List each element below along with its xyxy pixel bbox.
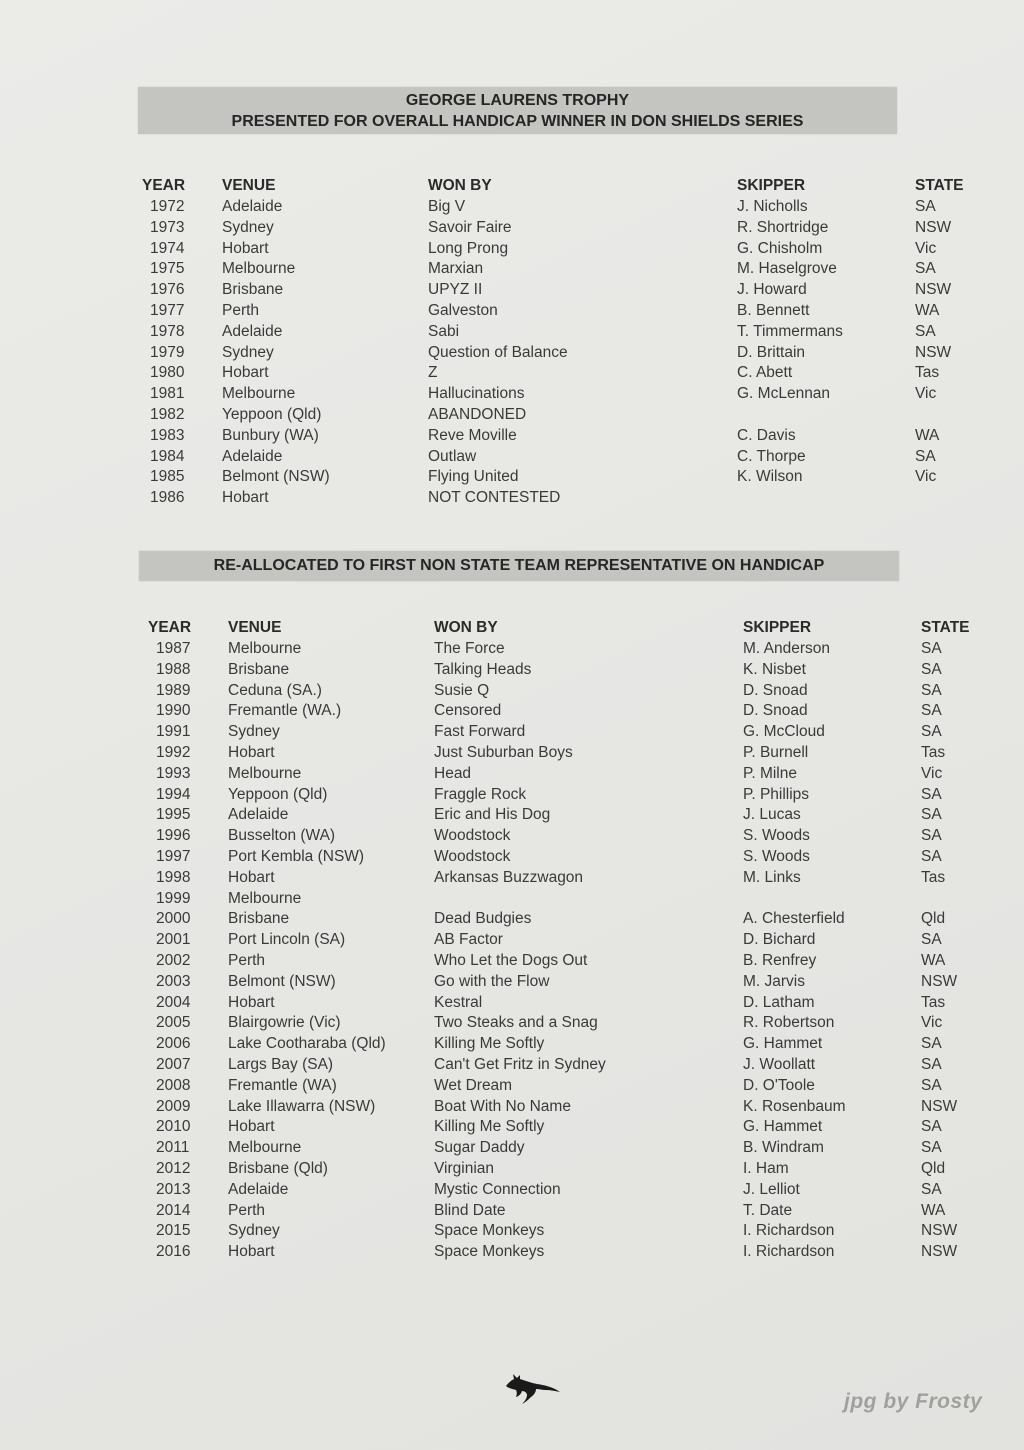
cell-venue: Melbourne [228,640,302,657]
cell-venue: Adelaide [222,447,283,465]
cell-won-by: Virginian [434,1159,495,1177]
cell-won-by: Dead Budgies [434,910,532,928]
table-row [142,447,987,468]
section1-title-banner [138,87,897,134]
cell-year: 2005 [156,1014,191,1032]
section2-title-banner [139,551,899,581]
cell-state: Tas [921,743,946,761]
table-row [148,1138,993,1159]
table-row [148,1076,993,1097]
cell-year: 1973 [150,218,185,236]
cell-skipper: J. Howard [737,281,807,299]
table-row [142,405,987,426]
cell-won-by: Big V [428,198,466,215]
cell-skipper: P. Burnell [743,743,809,761]
cell-venue: Hobart [228,743,275,761]
cell-state: NSW [915,218,952,236]
cell-skipper: C. Thorpe [737,447,806,465]
cell-year: 1988 [156,660,191,678]
cell-skipper: G. Hammet [743,1035,823,1053]
table-row [148,868,993,889]
table-row [148,1117,993,1138]
cell-won-by: Kestral [434,993,483,1011]
cell-year: 2007 [156,1055,191,1073]
cell-venue: Yeppoon (Qld) [222,405,322,423]
cell-venue: Lake Illawarra (NSW) [228,1097,376,1115]
table-row [148,743,993,764]
cell-won-by: Susie Q [434,681,490,699]
cell-state: WA [915,426,940,444]
table-row [148,1221,993,1242]
cell-year: 1977 [150,301,185,319]
cell-state [921,889,993,910]
cell-state: SA [921,1180,942,1198]
cell-state: Vic [921,764,943,782]
cell-won-by: Woodstock [434,847,511,865]
cell-venue: Perth [228,951,266,969]
cell-year: 2012 [156,1159,191,1177]
cell-skipper: T. Date [743,1201,793,1219]
cell-won-by: Outlaw [428,447,477,465]
cell-state: SA [921,1118,942,1136]
table-row [142,384,987,405]
cell-won-by: Killing Me Softly [434,1118,545,1136]
header-skipper: SKIPPER [743,619,812,636]
table-row [148,660,993,681]
cell-state: SA [915,322,936,340]
cell-state: SA [921,640,942,657]
cell-won-by: Head [434,764,472,782]
table-row [148,639,993,660]
cell-skipper: S. Woods [743,827,810,845]
cell-state: SA [921,1076,942,1094]
cell-won-by: Blind Date [434,1201,506,1219]
cell-state: SA [921,806,942,824]
table-row [148,909,993,930]
cell-venue: Brisbane [228,660,290,678]
cell-won-by: AB Factor [434,931,503,949]
cell-skipper: I. Richardson [743,1243,835,1261]
cell-skipper: J. Lucas [743,806,801,824]
cell-venue: Yeppoon (Qld) [228,785,328,803]
cell-state: SA [921,847,942,865]
kangaroo-icon [503,1372,563,1413]
cell-won-by: Fraggle Rock [434,785,527,803]
header-won-by: WON BY [434,619,498,636]
cell-venue: Melbourne [228,764,302,782]
cell-venue: Bunbury (WA) [222,426,319,444]
cell-venue: Largs Bay (SA) [228,1055,334,1073]
cell-venue: Sydney [222,218,274,236]
cell-venue: Brisbane (Qld) [228,1159,328,1177]
cell-year: 1978 [150,322,185,340]
cell-year: 1991 [156,723,191,741]
cell-skipper: D. Brittain [737,343,806,361]
cell-skipper: J. Lelliot [743,1180,800,1198]
cell-year: 1980 [150,364,185,382]
cell-year: 1995 [156,806,191,824]
cell-won-by: Two Steaks and a Snag [434,1014,598,1032]
cell-venue: Hobart [228,1243,275,1261]
cell-won-by: Eric and His Dog [434,806,551,824]
cell-venue: Melbourne [228,1139,302,1157]
table-row [148,930,993,951]
cell-year: 1975 [150,260,185,278]
cell-year: 1987 [156,640,191,657]
table-row [148,1034,993,1055]
cell-venue: Sydney [222,343,274,361]
cell-venue: Perth [222,301,260,319]
cell-year: 2002 [156,951,191,969]
table-body [142,197,987,509]
cell-skipper: G. Hammet [743,1118,823,1136]
cell-won-by: Z [428,364,438,382]
cell-venue: Hobart [222,239,269,257]
cell-won-by: Censored [434,702,502,720]
cell-state: Vic [915,239,937,257]
cell-year: 2008 [156,1076,191,1094]
table-row [148,764,993,785]
cell-skipper: B. Renfrey [743,951,817,969]
cell-venue: Fremantle (WA.) [228,702,342,720]
cell-won-by: UPYZ II [428,281,483,299]
cell-state: SA [921,1035,942,1053]
cell-state: SA [921,931,942,949]
cell-skipper: R. Robertson [743,1014,835,1032]
header-year: YEAR [142,177,186,194]
cell-year: 2016 [156,1243,191,1261]
cell-venue: Brisbane [228,910,290,928]
cell-venue: Hobart [228,993,275,1011]
cell-skipper: J. Woollatt [743,1055,816,1073]
cell-year: 1984 [150,447,185,465]
cell-won-by: The Force [434,640,505,657]
trophy-title: GEORGE LAURENS TROPHY [405,92,630,109]
cell-venue: Sydney [228,1222,280,1240]
header-state: STATE [915,177,964,194]
cell-won-by: Sabi [428,322,460,340]
cell-won-by: Just Suburban Boys [434,743,573,761]
table-row [142,467,987,488]
table-row [148,1013,993,1034]
cell-skipper: S. Woods [743,847,810,865]
table-row [142,343,987,364]
watermark-text: jpg by Frosty [844,1390,983,1413]
cell-venue: Perth [228,1201,266,1219]
cell-venue: Hobart [222,489,269,507]
cell-skipper [737,405,915,426]
cell-year: 1999 [156,889,191,907]
cell-venue: Adelaide [228,806,289,824]
table-row [148,847,993,868]
cell-year: 1974 [150,239,185,257]
cell-year: 1985 [150,468,185,486]
cell-venue: Belmont (NSW) [222,468,330,486]
cell-year: 1983 [150,426,185,444]
reallocation-title: RE-ALLOCATED TO FIRST NON STATE TEAM REPRESENTATIVE ON HANDICAP [213,557,825,574]
table-row [142,280,987,301]
cell-year: 2001 [156,931,191,949]
table-row [142,197,987,218]
cell-won-by: Talking Heads [434,660,532,678]
cell-won-by: Long Prong [428,239,509,257]
cell-skipper: P. Milne [743,764,797,782]
cell-venue: Sydney [228,723,280,741]
winners-table-1987-2016 [148,617,993,1263]
cell-year: 2000 [156,910,191,928]
cell-skipper: M. Jarvis [743,972,805,990]
cell-year: 1989 [156,681,191,699]
table-row [148,701,993,722]
cell-venue: Melbourne [222,385,296,403]
table-row [148,1097,993,1118]
header-skipper: SKIPPER [737,177,806,194]
cell-state [915,405,987,426]
cell-skipper: D. Latham [743,993,815,1011]
cell-year: 2015 [156,1222,191,1240]
table-row [142,239,987,260]
cell-year: 1982 [150,405,185,423]
cell-venue: Port Lincoln (SA) [228,931,346,949]
cell-won-by: Marxian [428,260,484,278]
cell-state: WA [921,1201,946,1219]
cell-year: 1996 [156,827,191,845]
cell-year: 1981 [150,385,185,403]
cell-venue: Hobart [228,868,275,886]
cell-state: Vic [915,468,937,486]
cell-state: NSW [915,281,952,299]
cell-skipper: C. Abett [737,364,793,382]
cell-state: NSW [921,1097,958,1115]
cell-venue: Blairgowrie (Vic) [228,1014,341,1032]
header-venue: VENUE [228,619,282,636]
cell-year: 2003 [156,972,191,990]
cell-skipper: K. Rosenbaum [743,1097,846,1115]
cell-state: Tas [921,868,946,886]
table-row [148,951,993,972]
cell-skipper: I. Richardson [743,1222,835,1240]
cell-skipper: I. Ham [743,1159,789,1177]
cell-state [915,488,987,509]
table-row [142,363,987,384]
cell-skipper: D. Bichard [743,931,816,949]
cell-venue: Adelaide [222,198,283,215]
cell-venue: Ceduna (SA.) [228,681,322,699]
cell-venue: Fremantle (WA) [228,1076,337,1094]
cell-skipper: R. Shortridge [737,218,829,236]
cell-won-by: Boat With No Name [434,1097,571,1115]
cell-state: SA [921,827,942,845]
trophy-subtitle: PRESENTED FOR OVERALL HANDICAP WINNER IN DON SHIELDS SERIES [231,113,804,130]
cell-won-by: Fast Forward [434,723,526,741]
cell-venue: Brisbane [222,281,284,299]
table-body [148,639,993,1263]
cell-year: 2004 [156,993,191,1011]
cell-state: Vic [921,1014,943,1032]
header-venue: VENUE [222,177,276,194]
cell-state: SA [921,723,942,741]
cell-venue: Port Kembla (NSW) [228,847,365,865]
cell-skipper: J. Nicholls [737,198,808,215]
cell-state: Qld [921,910,946,928]
cell-venue: Melbourne [222,260,296,278]
cell-won-by: Space Monkeys [434,1243,545,1261]
cell-state: NSW [921,1222,958,1240]
cell-state: SA [921,681,942,699]
cell-won-by: Galveston [428,301,498,319]
cell-won-by: Can't Get Fritz in Sydney [434,1055,606,1073]
cell-won-by: Space Monkeys [434,1222,545,1240]
cell-skipper: P. Phillips [743,785,810,803]
table-row [142,259,987,280]
cell-skipper [743,889,921,910]
header-year: YEAR [148,619,192,636]
cell-state: SA [915,447,936,465]
cell-won-by: Wet Dream [434,1076,513,1094]
cell-year: 1986 [150,489,185,507]
cell-venue: Busselton (WA) [228,827,336,845]
cell-venue: Belmont (NSW) [228,972,336,990]
table-row [142,488,987,509]
cell-year: 1992 [156,743,191,761]
cell-state: SA [921,785,942,803]
cell-won-by: Question of Balance [428,343,568,361]
cell-year: 1976 [150,281,185,299]
table-row [148,1159,993,1180]
cell-venue: Hobart [222,364,269,382]
cell-venue: Adelaide [222,322,283,340]
cell-skipper [737,488,915,509]
cell-skipper: T. Timmermans [737,322,843,340]
cell-state: WA [915,301,940,319]
cell-venue: Lake Cootharaba (Qld) [228,1035,386,1053]
cell-won-by: Flying United [428,468,519,486]
cell-skipper: D. O'Toole [743,1076,815,1094]
cell-state: NSW [921,1243,958,1261]
cell-skipper: D. Snoad [743,681,808,699]
cell-venue: Hobart [228,1118,275,1136]
cell-won-by [434,889,743,910]
table-row [148,1055,993,1076]
cell-won-by: Go with the Flow [434,972,550,990]
table-row [148,1201,993,1222]
cell-skipper: M. Links [743,868,801,886]
table-row [148,1242,993,1263]
cell-won-by: Arkansas Buzzwagon [434,868,584,886]
cell-skipper: B. Bennett [737,301,810,319]
cell-state: SA [921,1139,942,1157]
cell-state: SA [915,198,936,215]
cell-year: 1993 [156,764,191,782]
table-row [148,972,993,993]
cell-skipper: K. Nisbet [743,660,806,678]
cell-skipper: K. Wilson [737,468,803,486]
table-row [148,805,993,826]
cell-skipper: B. Windram [743,1139,824,1157]
cell-skipper: M. Haselgrove [737,260,837,278]
cell-state: SA [921,660,942,678]
cell-state: Vic [915,385,937,403]
table-row [142,426,987,447]
cell-year: 1990 [156,702,191,720]
winners-table-1972-1986 [142,175,987,509]
cell-year: 2011 [156,1139,190,1157]
cell-skipper: A. Chesterfield [743,910,845,928]
cell-year: 1994 [156,785,191,803]
table-row [142,218,987,239]
cell-year: 1979 [150,343,185,361]
cell-venue: Adelaide [228,1180,289,1198]
table-row [148,681,993,702]
cell-year: 1998 [156,868,191,886]
cell-skipper: G. McCloud [743,723,825,741]
cell-skipper: M. Anderson [743,640,831,657]
cell-won-by: Mystic Connection [434,1180,561,1198]
table-row [148,993,993,1014]
cell-state: Tas [921,993,946,1011]
cell-won-by: Killing Me Softly [434,1035,545,1053]
cell-skipper: C. Davis [737,426,796,444]
cell-state: NSW [915,343,952,361]
cell-year: 2014 [156,1201,191,1219]
cell-state: SA [921,1055,942,1073]
cell-year: 2013 [156,1180,191,1198]
table-header-row [148,617,993,639]
cell-state: NSW [921,972,958,990]
cell-state: SA [921,702,942,720]
table-row [148,889,993,910]
cell-skipper: G. Chisholm [737,239,823,257]
cell-won-by: NOT CONTESTED [428,489,561,507]
cell-state: Qld [921,1159,946,1177]
cell-state: SA [915,260,936,278]
table-row [142,301,987,322]
cell-year: 1997 [156,847,191,865]
cell-venue: Melbourne [228,889,302,907]
cell-state: WA [921,951,946,969]
table-row [148,785,993,806]
table-row [148,722,993,743]
cell-year: 1972 [150,198,185,215]
cell-won-by: Hallucinations [428,385,525,403]
cell-year: 2010 [156,1118,191,1136]
cell-won-by: Who Let the Dogs Out [434,951,588,969]
cell-skipper: G. McLennan [737,385,831,403]
cell-year: 2006 [156,1035,191,1053]
cell-skipper: D. Snoad [743,702,808,720]
header-state: STATE [921,619,970,636]
cell-won-by: Sugar Daddy [434,1139,525,1157]
table-row [148,826,993,847]
table-row [142,322,987,343]
cell-state: Tas [915,364,940,382]
cell-won-by: ABANDONED [428,405,527,423]
table-row [148,1180,993,1201]
cell-won-by: Woodstock [434,827,511,845]
header-won-by: WON BY [428,177,492,194]
cell-won-by: Reve Moville [428,426,517,444]
cell-won-by: Savoir Faire [428,218,512,236]
cell-year: 2009 [156,1097,191,1115]
table-header-row [142,175,987,197]
